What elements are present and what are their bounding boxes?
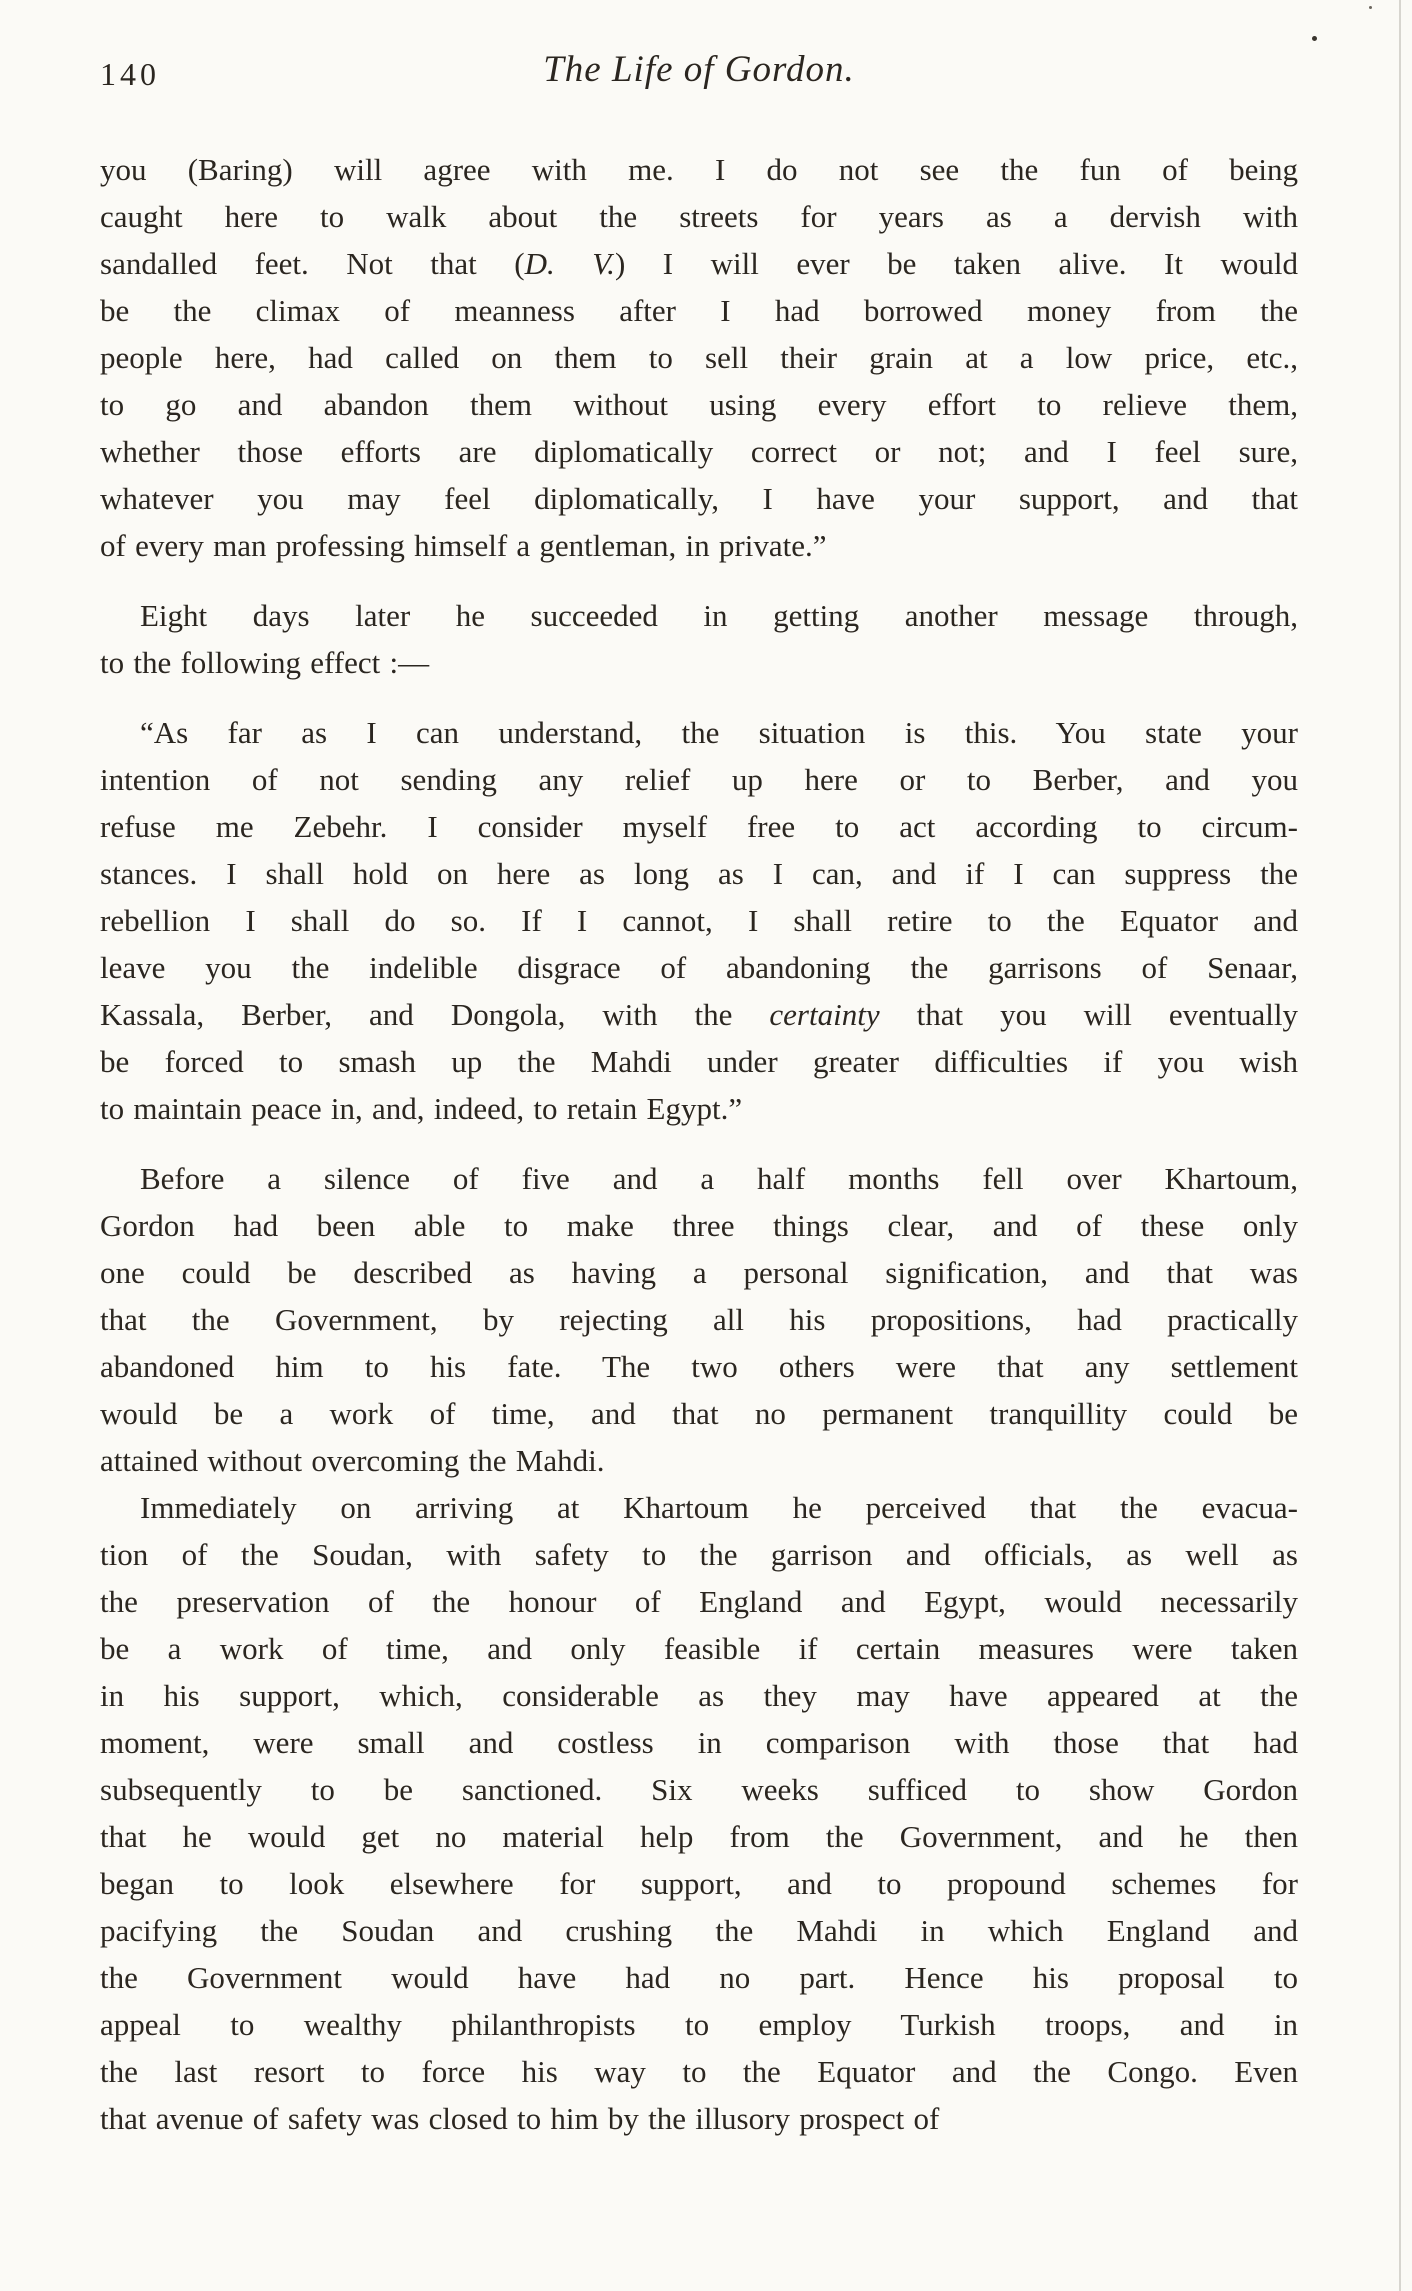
text-line: that avenue of safety was closed to him by the illusory prospect of [100, 2101, 940, 2136]
text-line: abandoned him to his fate. The two others were that any settlement [100, 1349, 1298, 1384]
text-line: pacifying the Soudan and crushing the Mahdi in which England and [100, 1913, 1298, 1948]
page-number: 140 [100, 56, 160, 92]
text-line: of every man professing himself a gentleman, in private.” [100, 528, 827, 563]
text-line: would be a work of time, and that no permanent tranquillity could be [100, 1396, 1298, 1431]
text-line: the last resort to force his way to the Equator and the Congo. Even [100, 2054, 1298, 2089]
text-line: stances. I shall hold on here as long as I can, and if I can suppress the [100, 856, 1298, 891]
text-line: Immediately on arriving at Khartoum he perceived that the evacua- [140, 1490, 1298, 1525]
text-line: whether those efforts are diplomatically correct or not; and I feel sure, [100, 434, 1298, 469]
text-line: rebellion I shall do so. If I cannot, I shall retire to the Equator and [100, 903, 1298, 938]
text-line: be forced to smash up the Mahdi under greater difficulties if you wish [100, 1044, 1298, 1079]
text-line: leave you the indelible disgrace of abandoning the garrisons of Senaar, [100, 950, 1298, 985]
text-line: attained without overcoming the Mahdi. [100, 1443, 605, 1478]
paragraph [100, 1484, 1298, 2142]
scan-artifact-dot [1312, 36, 1317, 41]
scan-edge-line [1399, 0, 1401, 2291]
text-line: that the Government, by rejecting all his propositions, had practically [100, 1302, 1298, 1337]
text-line: whatever you may feel diplomatically, I have your support, and that [100, 481, 1298, 516]
paragraph [100, 146, 1298, 569]
text-line: Kassala, Berber, and Dongola, with the certainty that you will eventually [100, 997, 1299, 1032]
paragraph [100, 709, 1298, 1132]
text-line: moment, were small and costless in comparison with those that had [100, 1725, 1298, 1760]
paragraph [100, 592, 1298, 686]
text-line: began to look elsewhere for support, and to propound schemes for [100, 1866, 1298, 1901]
text-line: tion of the Soudan, with safety to the garrison and officials, as well as [100, 1537, 1298, 1572]
text-line: to the following effect :— [100, 645, 430, 680]
text-line: in his support, which, considerable as they may have appeared at the [100, 1678, 1298, 1713]
text-line: refuse me Zebehr. I consider myself free to act according to circum- [100, 809, 1298, 844]
text-line: intention of not sending any relief up here or to Berber, and you [100, 762, 1298, 797]
text-line: caught here to walk about the streets for years as a dervish with [100, 199, 1298, 234]
text-line: that he would get no material help from the Government, and he then [100, 1819, 1298, 1854]
text-line: people here, had called on them to sell their grain at a low price, etc., [100, 340, 1298, 375]
text-line: be a work of time, and only feasible if certain measures were taken [100, 1631, 1298, 1666]
text-line: to go and abandon them without using every effort to relieve them, [100, 387, 1298, 422]
text-line: to maintain peace in, and, indeed, to retain Egypt.” [100, 1091, 743, 1126]
scan-artifact-dot-small [1369, 6, 1372, 9]
text-line: Before a silence of five and a half months fell over Khartoum, [140, 1161, 1298, 1196]
running-title: The Life of Gordon. [543, 49, 855, 90]
text-line: the Government would have had no part. Hence his proposal to [100, 1960, 1298, 1995]
page-header [100, 48, 1298, 106]
text-line: “As far as I can understand, the situation is this. You state your [140, 715, 1298, 750]
text-line: you (Baring) will agree with me. I do not see the fun of being [100, 152, 1298, 187]
text-block [100, 146, 1298, 2142]
text-line: be the climax of meanness after I had borrowed money from the [100, 293, 1298, 328]
text-line: Eight days later he succeeded in getting another message through, [140, 598, 1298, 633]
text-line: one could be described as having a personal signification, and that was [100, 1255, 1298, 1290]
text-line: subsequently to be sanctioned. Six weeks sufficed to show Gordon [100, 1772, 1298, 1807]
text-line: sandalled feet. Not that (D. V.) I will ever be taken alive. It would [100, 246, 1298, 281]
text-line: appeal to wealthy philanthropists to employ Turkish troops, and in [100, 2007, 1298, 2042]
text-line: Gordon had been able to make three things clear, and of these only [100, 1208, 1298, 1243]
paragraph [100, 1155, 1298, 1484]
text-line: the preservation of the honour of England and Egypt, would necessarily [100, 1584, 1298, 1619]
